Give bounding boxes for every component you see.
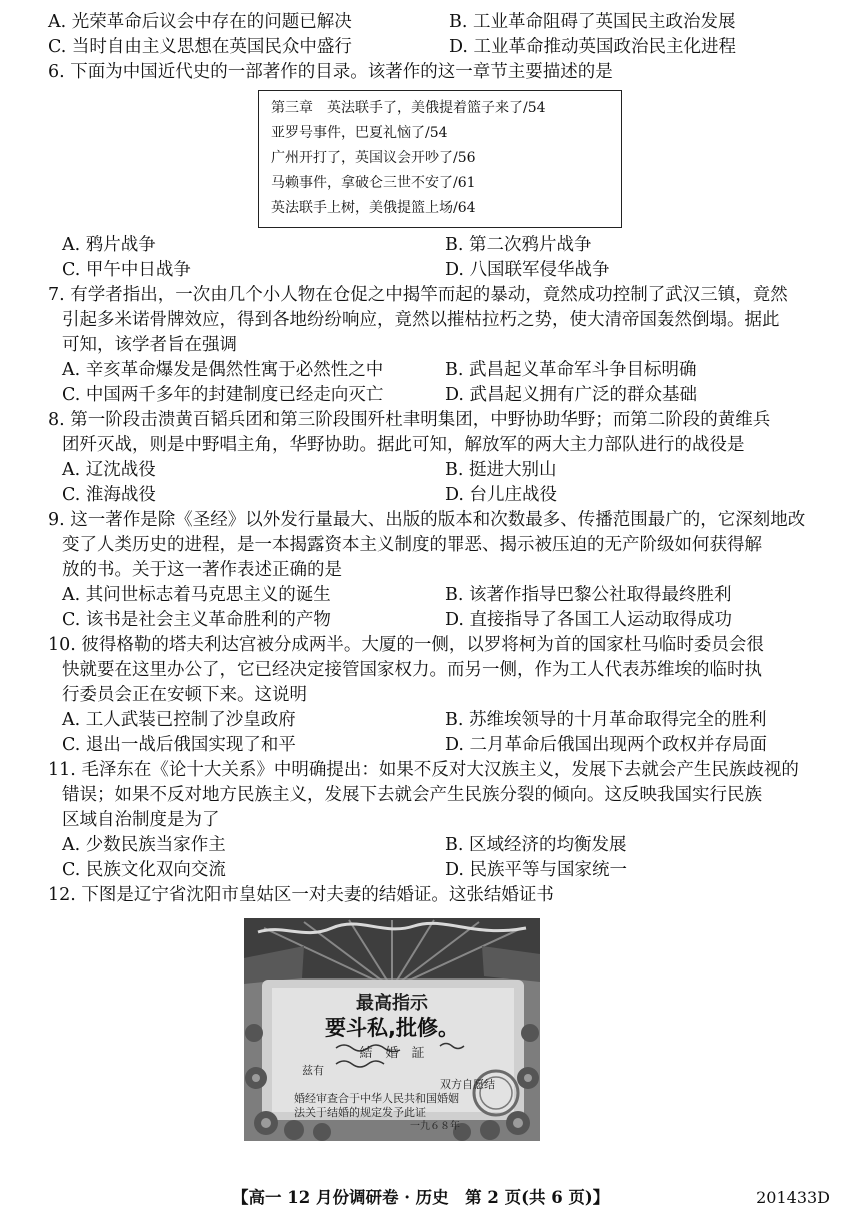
q7-option-b[interactable]: B. 武昌起义革命军斗争目标明确 bbox=[445, 360, 697, 380]
q6-option-d[interactable]: D. 八国联军侵华战争 bbox=[445, 260, 610, 280]
q10-stem-line2: 快就要在这里办公了，它已经决定接管国家权力。而另一侧，作为工人代表苏维埃的临时执 bbox=[62, 660, 762, 680]
q6-option-a[interactable]: A. 鸦片战争 bbox=[62, 235, 156, 255]
q10-option-c[interactable]: C. 退出一战后俄国实现了和平 bbox=[62, 735, 296, 755]
marriage-certificate-photo bbox=[244, 918, 540, 1141]
q5-options-row1 bbox=[48, 10, 828, 35]
q9-stem-line2: 变了人类历史的进程，是一本揭露资本主义制度的罪恶、揭示被压迫的无产阶级如何获得解 bbox=[62, 535, 762, 555]
q8-options-row1 bbox=[48, 458, 828, 483]
toc-line: 亚罗号事件，巴夏礼恼了/54 bbox=[271, 125, 448, 141]
footer-paper-code: 201433D bbox=[756, 1188, 830, 1207]
q11-option-c[interactable]: C. 民族文化双向交流 bbox=[62, 860, 226, 880]
q7-options-row2 bbox=[48, 383, 828, 408]
q11-stem-line3: 区域自治制度是为了 bbox=[62, 810, 220, 830]
certificate-body-line2: 双方自愿结 bbox=[440, 1078, 495, 1091]
q11-stem-line2: 错误；如果不反对地方民族主义，发展下去就会产生民族分裂的倾向。这反映我国实行民族 bbox=[62, 785, 762, 805]
q11-option-d[interactable]: D. 民族平等与国家统一 bbox=[445, 860, 628, 880]
q6-option-b[interactable]: B. 第二次鸦片战争 bbox=[445, 235, 592, 255]
q9-option-c[interactable]: C. 该书是社会主义革命胜利的产物 bbox=[62, 610, 331, 630]
q7-option-c[interactable]: C. 中国两千多年的封建制度已经走向灭亡 bbox=[62, 385, 384, 405]
q11-stem-line1: 11. 毛泽东在《论十大关系》中明确提出：如果不反对大汉族主义，发展下去就会产生民族歧视的 bbox=[48, 760, 799, 780]
q5-options-row2 bbox=[48, 35, 828, 60]
q8-option-c[interactable]: C. 淮海战役 bbox=[62, 485, 156, 505]
q7-option-d[interactable]: D. 武昌起义拥有广泛的群众基础 bbox=[445, 385, 698, 405]
q5-option-c[interactable]: C. 当时自由主义思想在英国民众中盛行 bbox=[48, 37, 352, 57]
footer-page-info: 【高一 12 月份调研卷 · 历史 第 2 页(共 6 页)】 bbox=[232, 1188, 610, 1207]
certificate-motto-line2: 要斗私,批修。 bbox=[325, 1016, 459, 1040]
q8-option-b[interactable]: B. 挺进大别山 bbox=[445, 460, 557, 480]
certificate-body-line4: 法关于结婚的规定发予此证 bbox=[294, 1106, 426, 1119]
q10-option-a[interactable]: A. 工人武装已控制了沙皇政府 bbox=[62, 710, 296, 730]
toc-line: 英法联手上树，美俄提篮上场/64 bbox=[271, 200, 476, 216]
q10-option-d[interactable]: D. 二月革命后俄国出现两个政权并存局面 bbox=[445, 735, 768, 755]
q10-option-b[interactable]: B. 苏维埃领导的十月革命取得完全的胜利 bbox=[445, 710, 767, 730]
q11-option-a[interactable]: A. 少数民族当家作主 bbox=[62, 835, 226, 855]
toc-line: 广州开打了，英国议会开吵了/56 bbox=[271, 150, 476, 166]
certificate-body-line3: 婚经审查合于中华人民共和国婚姻 bbox=[294, 1092, 459, 1105]
q9-option-b[interactable]: B. 该著作指导巴黎公社取得最终胜利 bbox=[445, 585, 732, 605]
q9-option-a[interactable]: A. 其问世标志着马克思主义的诞生 bbox=[62, 585, 331, 605]
q7-stem-line2: 引起多米诺骨牌效应，得到各地纷纷响应，竟然以摧枯拉朽之势，使大清帝国轰然倒塌。据此 bbox=[62, 310, 780, 330]
toc-line: 马赖事件，拿破仑三世不安了/61 bbox=[271, 175, 476, 191]
q11-options-row2 bbox=[48, 858, 828, 883]
q9-options-row1 bbox=[48, 583, 828, 608]
q8-option-d[interactable]: D. 台儿庄战役 bbox=[445, 485, 558, 505]
q9-stem-line3: 放的书。关于这一著作表述正确的是 bbox=[62, 560, 342, 580]
q7-options-row1 bbox=[48, 358, 828, 383]
q6-options-row2 bbox=[48, 258, 828, 283]
q6-stem: 6. 下面为中国近代史的一部著作的目录。该著作的这一章节主要描述的是 bbox=[48, 62, 613, 82]
certificate-motto-line1: 最高指示 bbox=[356, 993, 428, 1014]
q5-option-d[interactable]: D. 工业革命推动英国政治民主化进程 bbox=[448, 37, 737, 57]
q9-options-row2 bbox=[48, 608, 828, 633]
certificate-date: 一九６８年 bbox=[410, 1121, 460, 1132]
q5-option-a[interactable]: A. 光荣革命后议会中存在的问题已解决 bbox=[48, 12, 352, 32]
certificate-title: 結 婚 証 bbox=[359, 1046, 425, 1061]
q9-stem-line1: 9. 这一著作是除《圣经》以外发行量最大、出版的版本和次数最多、传播范围最广的，它深刻地改 bbox=[48, 510, 806, 530]
q6-options-row1 bbox=[48, 233, 828, 258]
q11-options-row1 bbox=[48, 833, 828, 858]
q6-table-of-contents bbox=[258, 90, 622, 228]
q11-option-b[interactable]: B. 区域经济的均衡发展 bbox=[445, 835, 627, 855]
q6-option-c[interactable]: C. 甲午中日战争 bbox=[62, 260, 191, 280]
q10-stem-line3: 行委员会正在安顿下来。这说明 bbox=[62, 685, 307, 705]
q10-stem-line1: 10. 彼得格勒的塔夫利达宫被分成两半。大厦的一侧，以罗将柯为首的国家杜马临时委员会很 bbox=[48, 635, 764, 655]
q10-options-row2 bbox=[48, 733, 828, 758]
q8-options-row2 bbox=[48, 483, 828, 508]
q8-option-a[interactable]: A. 辽沈战役 bbox=[62, 460, 156, 480]
q5-option-b[interactable]: B. 工业革命阻碍了英国民主政治发展 bbox=[448, 12, 736, 32]
q8-stem-line1: 8. 第一阶段击溃黄百韬兵团和第三阶段围歼杜聿明集团，中野协助华野；而第二阶段的黄维兵 bbox=[48, 410, 771, 430]
q10-options-row1 bbox=[48, 708, 828, 733]
q9-option-d[interactable]: D. 直接指导了各国工人运动取得成功 bbox=[445, 610, 733, 630]
exam-page bbox=[48, 10, 828, 1141]
toc-line: 第三章 英法联手了，美俄提着篮子来了/54 bbox=[271, 100, 546, 116]
q12-stem: 12. 下图是辽宁省沈阳市皇姑区一对夫妻的结婚证。这张结婚证书 bbox=[48, 885, 554, 905]
q7-stem-line3: 可知，该学者旨在强调 bbox=[62, 335, 237, 355]
q8-stem-line2: 团歼灭战，则是中野唱主角，华野协助。据此可知，解放军的两大主力部队进行的战役是 bbox=[62, 435, 745, 455]
q7-option-a[interactable]: A. 辛亥革命爆发是偶然性寓于必然性之中 bbox=[62, 360, 384, 380]
certificate-body-line1: 兹有 bbox=[302, 1064, 324, 1077]
q7-stem-line1: 7. 有学者指出，一次由几个小人物在仓促之中揭竿而起的暴动，竟然成功控制了武汉三镇，竟然 bbox=[48, 285, 788, 305]
page-footer bbox=[0, 1185, 860, 1211]
